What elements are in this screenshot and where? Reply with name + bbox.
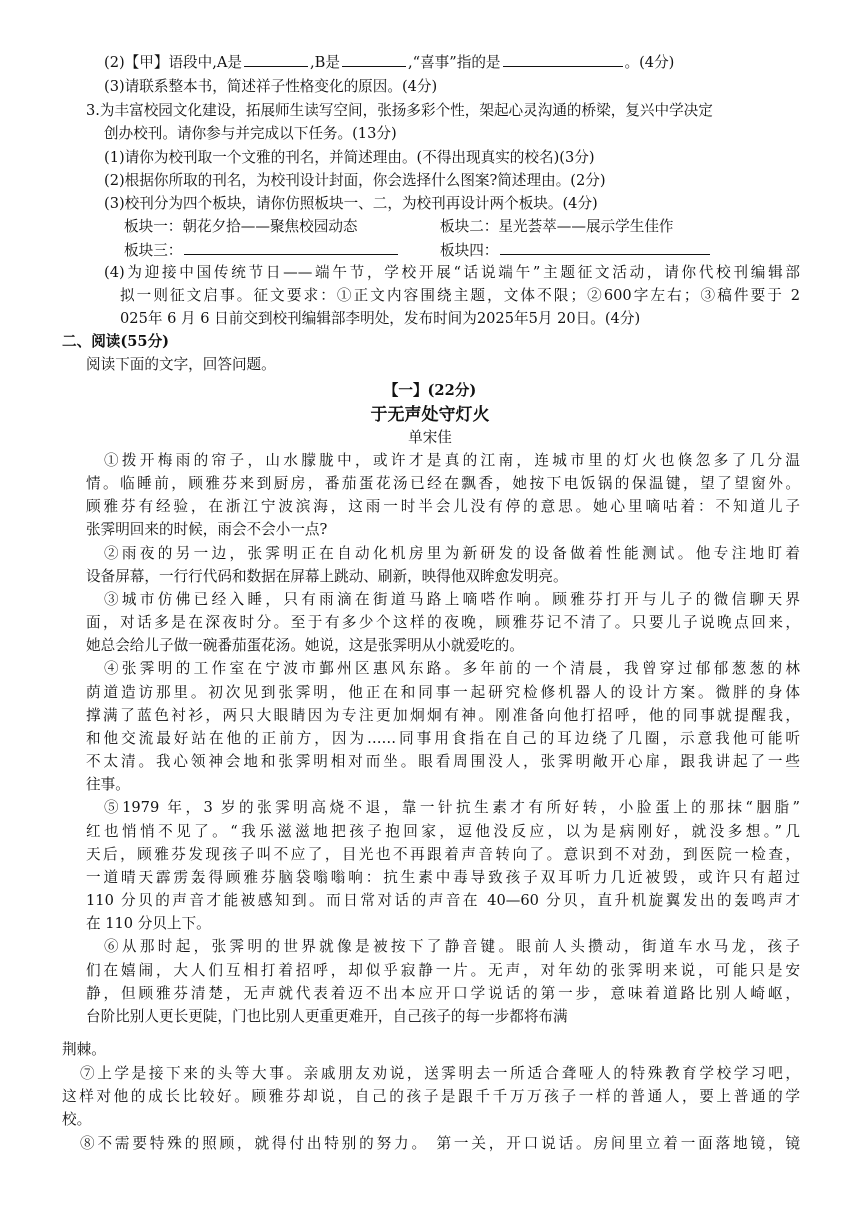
article-line: 一道晴天霹雳轰得顾雅芬脑袋嗡嗡响：抗生素中毒导致孩子双耳听力几近被毁，或许只有超过: [86, 869, 800, 886]
article-line: 面，对话多是在深夜时分。至于有多少个这样的夜晚，顾雅芬记不清了。只要儿子说晚点回来，: [86, 614, 800, 631]
article-line: ④张霁明的工作室在宁波市鄞州区惠风东路。多年前的一个清晨，我曾穿过郁郁葱葱的林: [104, 660, 800, 677]
task3-sub2: (2)根据你所取的刊名，为校刊设计封面，你会选择什么图案?简述理由。(2分): [104, 172, 606, 189]
task3-line2: 创办校刊。请你参与并完成以下任务。(13分): [104, 125, 397, 142]
task3-line1: 3.为丰富校园文化建设，拓展师生读写空间，张扬多彩个性，架起心灵沟通的桥梁，复兴中学决定: [86, 102, 713, 119]
article-line: 台阶比别人更长更陡，门也比别人更重更难开，自己孩子的每一步都将布满: [86, 1008, 568, 1025]
section-heading: 二、阅读(55分): [62, 333, 170, 350]
article-author: 单宋佳: [408, 429, 452, 446]
article-line: 红也悄悄不见了。“我乐滋滋地把孩子抱回家，逗他没反应，以为是病刚好，就没多想。”几: [86, 823, 800, 840]
block-three-label: 板块三：: [124, 242, 183, 259]
block-three-blank[interactable]: [184, 240, 398, 255]
task3-sub3: (3)校刊分为四个板块，请你仿照板块一、二，为校刊再设计两个板块。(4分): [104, 195, 598, 212]
article-line: 不太清。我心领神会地和张霁明相对而坐。眼看周围没人，张霁明敞开心扉，跟我讲起了一些: [86, 753, 800, 770]
article-line: ⑥从那时起，张霁明的世界就像是被按下了静音键。眼前人头攒动，街道车水马龙，孩子: [104, 938, 800, 955]
article-line: 顾雅芬有经验，在浙江宁波滨海，这雨一时半会儿没有停的意思。她心里嘀咕着：不知道儿子: [86, 498, 800, 515]
article-line: 她总会给儿子做一碗番茄蛋花汤。她说，这是张霁明从小就爱吃的。: [86, 637, 524, 654]
block-three: [124, 240, 400, 261]
task3-sub4-line3: 025年 6 月 6 日前交到校刊编辑部李明处，发布时间为2025年5月 20日。(4分): [120, 310, 641, 327]
article-line: ②雨夜的另一边，张霁明正在自动化机房里为新研发的设备做着性能测试。他专注地盯着: [104, 545, 800, 562]
q2-text-d: 。(4分): [624, 54, 675, 71]
article-title: 于无声处守灯火: [370, 405, 490, 425]
article-line: 们在嬉闹，大人们互相打着招呼，却似乎寂静一片。无声，对年幼的张霁明来说，可能只是安: [86, 962, 800, 979]
answer-blank-xishi[interactable]: [503, 52, 623, 67]
q2-text-c: ,“喜事”指的是: [407, 54, 501, 71]
article-line: ①拨开梅雨的帘子，山水朦胧中，或许才是真的江南，连城市里的灯火也倏忽多了几分温: [104, 452, 800, 469]
task3-sub1: (1)请你为校刊取一个文雅的刊名，并简述理由。(不得出现真实的校名)(3分): [104, 149, 595, 166]
block-four: [440, 240, 712, 261]
answer-blank-b[interactable]: [342, 52, 406, 67]
task3-sub4-line1: (4)为迎接中国传统节日——端午节，学校开展“话说端午”主题征文活动，请你代校刊编辑部: [104, 264, 800, 281]
task3-sub4-line2: 拟一则征文启事。征文要求：①正文内容围绕主题，文体不限；②600字左右；③稿件要于 2: [120, 287, 800, 304]
section-intro: 阅读下面的文字，回答问题。: [86, 356, 276, 373]
answer-blank-a[interactable]: [244, 52, 308, 67]
article-line: 110 分贝的声音才能被感知到。而日常对话的声音在 40—60 分贝，直升机旋翼发出的轰鸣声才: [86, 892, 800, 909]
article-line: 天后，顾雅芬发现孩子叫不应了，目光也不再跟着声音转向了。意识到不对劲，到医院一检查，: [86, 846, 800, 863]
block-two: 板块二：星光荟萃——展示学生佳作: [440, 218, 674, 235]
article-line: 在 110 分贝上下。: [86, 915, 211, 932]
article-line: ③城市仿佛已经入睡，只有雨滴在街道马路上嘀嗒作响。顾雅芬打开与儿子的微信聊天界: [104, 591, 800, 608]
article-line: ⑤1979 年，3 岁的张霁明高烧不退，靠一针抗生素才有所好转，小脸蛋上的那抹“胭脂”: [104, 799, 800, 816]
article-line: 张霁明回来的时候，雨会不会小一点?: [86, 521, 328, 538]
article-line: 和他交流最好站在他的正前方，因为……同事用食指在自己的耳边绕了几圈，示意我他可能听: [86, 730, 800, 747]
q2-text-b: ,B是: [310, 54, 340, 71]
article-line: 撑满了蓝色衬衫，两只大眼睛因为专注更加炯炯有神。刚准备向他打招呼，他的同事就提醒我，: [86, 707, 800, 724]
block-one: 板块一：朝花夕拾——聚焦校园动态: [124, 218, 358, 235]
article-line: 校。: [62, 1111, 92, 1128]
article-line: 这样对他的成长比较好。顾雅芬却说，自己的孩子是跟千千万万孩子一样的普通人，要上普通的学: [62, 1088, 800, 1105]
part-label: 【一】(22分): [383, 382, 477, 399]
article-line: 荆棘。: [62, 1041, 106, 1058]
article-line: ⑧不需要特殊的照顾，就得付出特别的努力。 第一关，开口说话。房间里立着一面落地镜，镜: [80, 1135, 800, 1152]
question-2: [104, 52, 674, 73]
article-line: 荫道造访那里。初次见到张霁明，他正在和同事一起研究检修机器人的设计方案。微胖的身体: [86, 684, 800, 701]
article-line: 静，但顾雅芬清楚，无声就代表着迈不出本应开口学说话的第一步，意味着道路比别人崎岖，: [86, 985, 800, 1002]
question-3: (3)请联系整本书，简述祥子性格变化的原因。(4分): [104, 78, 438, 95]
article-line: 情。临睡前，顾雅芬来到厨房，番茄蛋花汤已经在飘香，她按下电饭锅的保温键，望了望窗外。: [86, 475, 800, 492]
article-line: ⑦上学是接下来的头等大事。亲戚朋友劝说，送霁明去一所适合聋哑人的特殊教育学校学习吧，: [80, 1065, 800, 1082]
article-line: 设备屏幕，一行行代码和数据在屏幕上跳动、刷新，映得他双眸愈发明亮。: [86, 568, 568, 585]
article-line: 往事。: [86, 776, 130, 793]
block-four-label: 板块四：: [440, 242, 499, 259]
block-four-blank[interactable]: [500, 240, 710, 255]
q2-text-a: (2)【甲】语段中,A是: [104, 54, 243, 71]
